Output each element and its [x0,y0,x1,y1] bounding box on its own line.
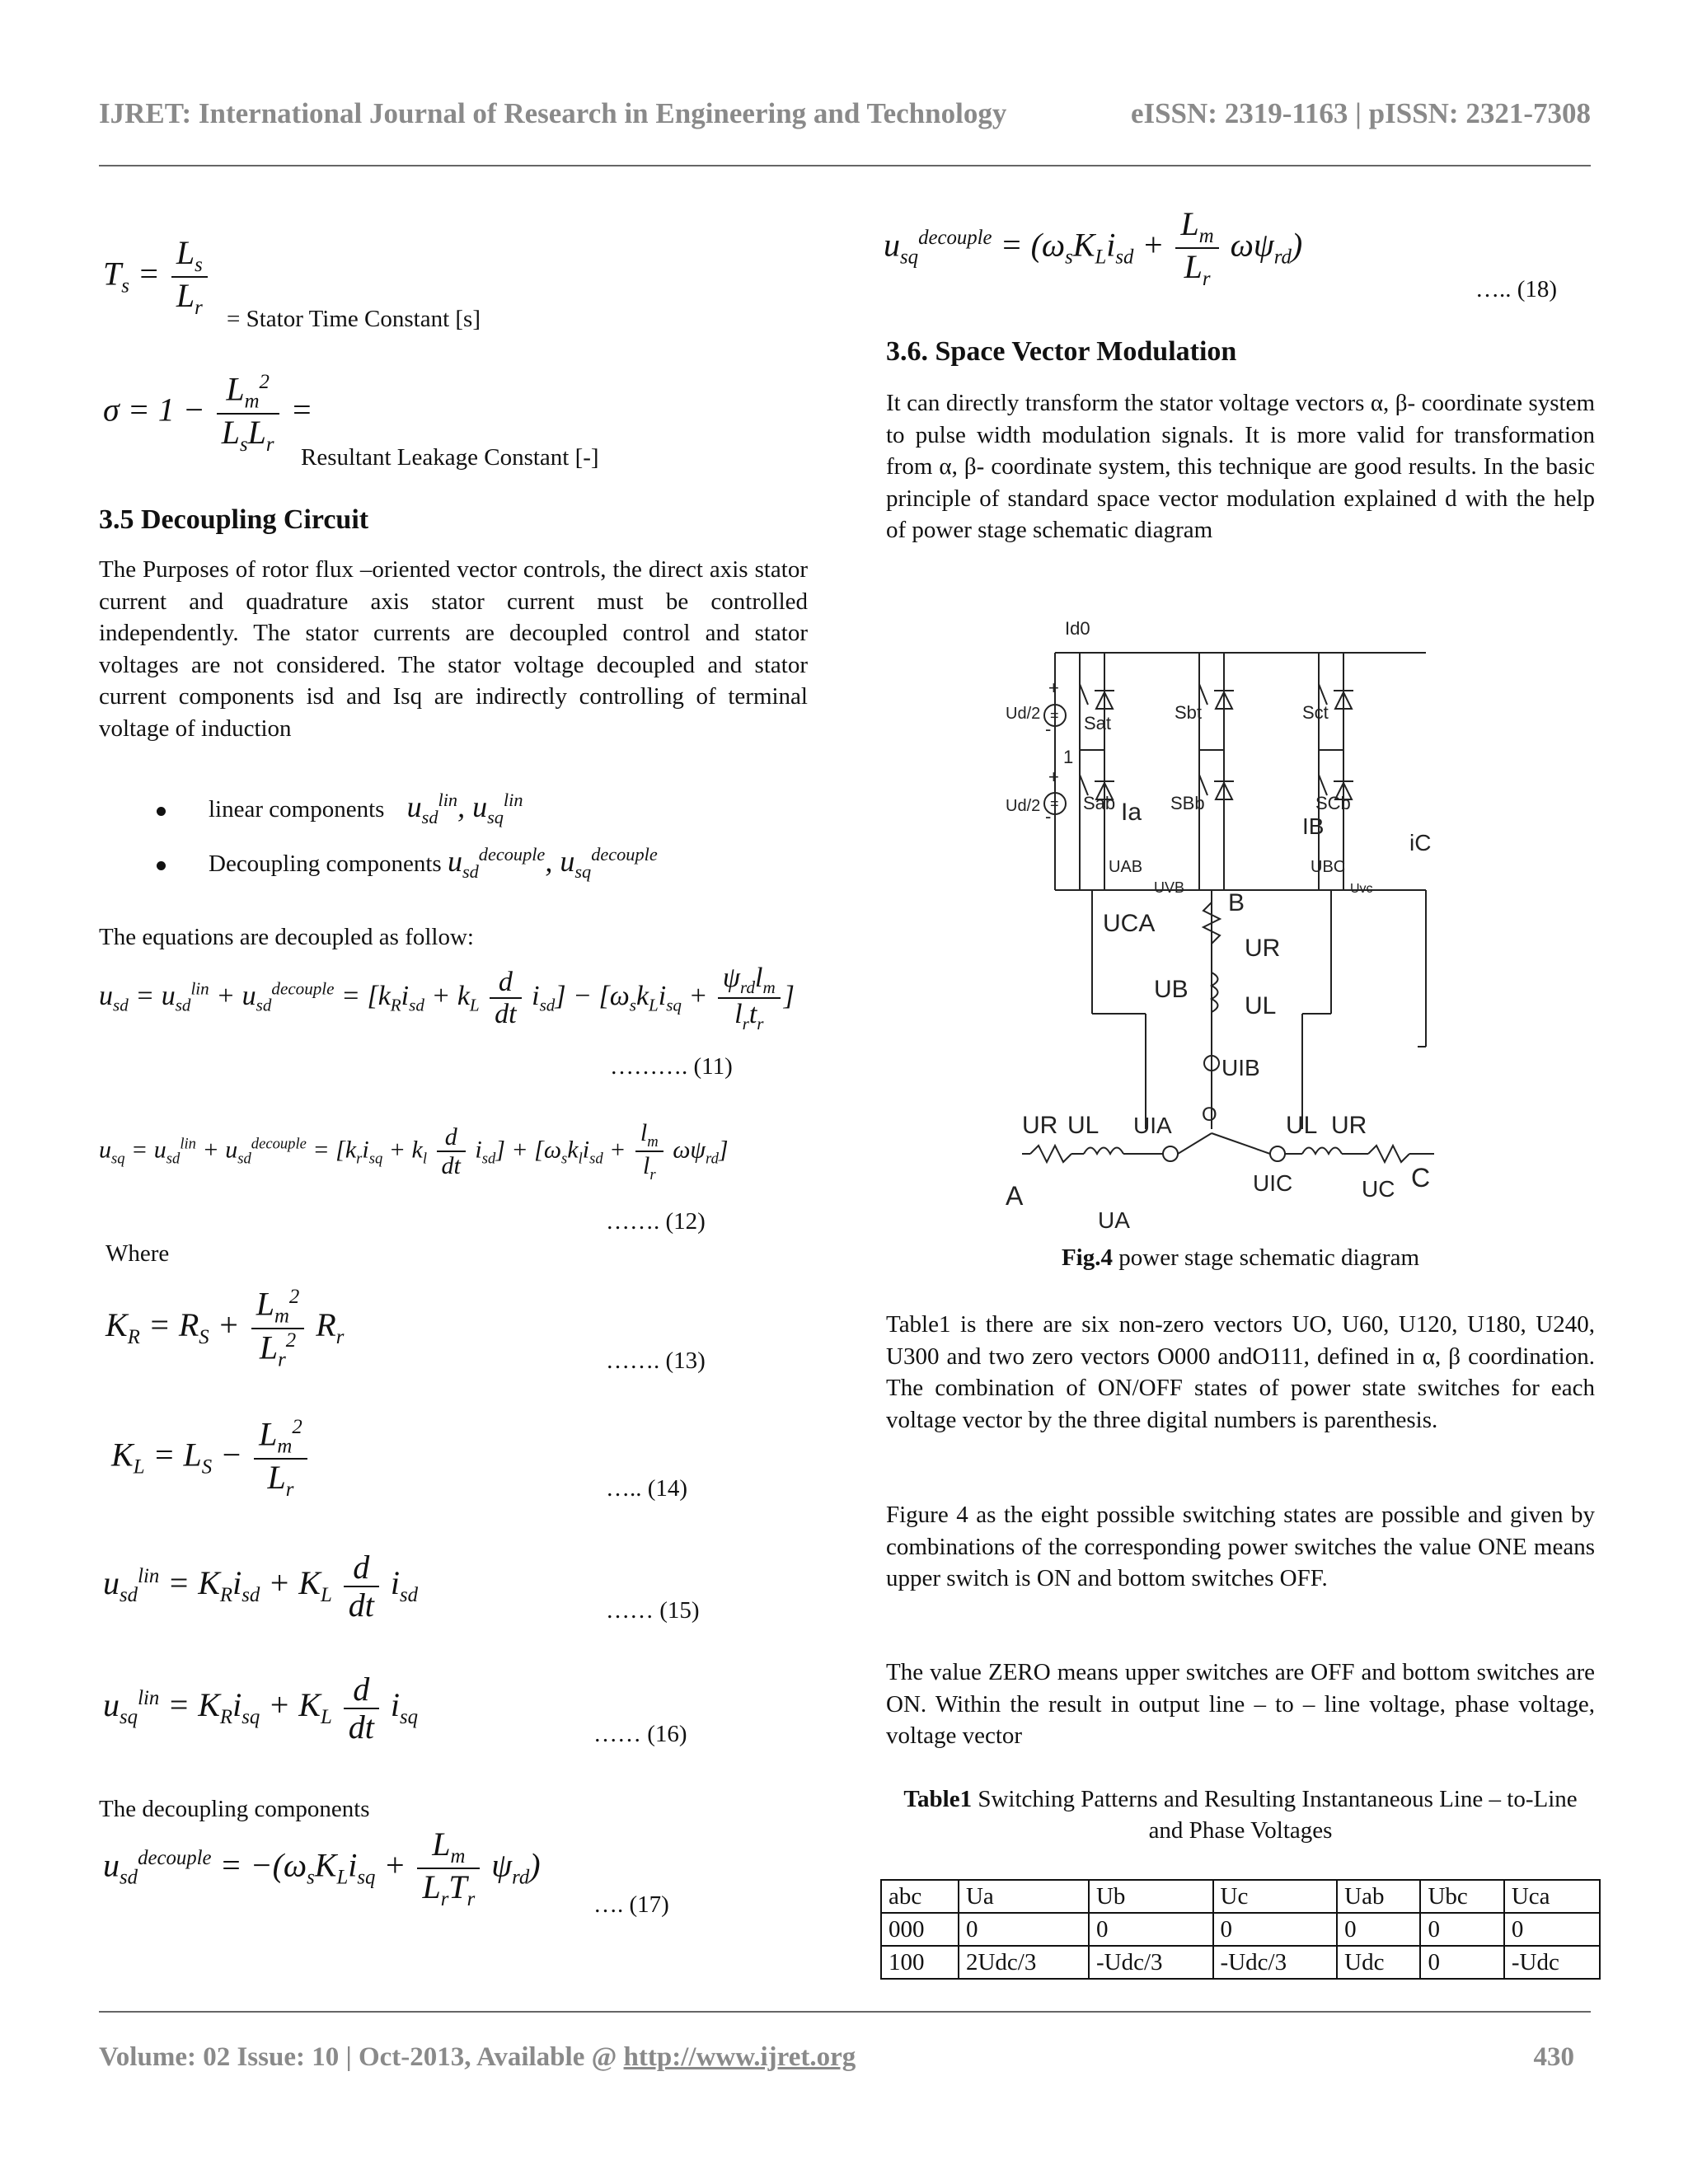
label-ul-a: UL [1067,1112,1100,1139]
equation-ts: $T_s$ = $\frac{L_s}{L_r}$ [103,235,211,320]
section-heading-3-6: 3.6. Space Vector Modulation [886,336,1237,367]
equation-kr: $K_R = R_S$ + $\frac{L_m^2}{L_r^2}$ $R_r$ [106,1285,345,1371]
table-cell: 2Udc/3 [959,1946,1089,1979]
equation-number-18: ….. (18) [1475,276,1558,302]
equation-sigma: σ = 1 − $\frac{L_m^2}{L_sL_r}$ = [103,370,313,456]
page-number: 430 [1533,2042,1574,2072]
label-sbb: SBb [1170,793,1205,813]
label-c: C [1411,1163,1431,1193]
table-caption [886,1783,1595,1846]
table-cell: 000 [881,1913,959,1946]
paragraph-switching-states: Figure 4 as the eight possible switching states are possible and given by combinations of the corresponding power switches the value ONE means upper switch is ON and bottom switches OFF. [886,1502,1595,1591]
bullet-dot [157,807,166,816]
label-id0: Id0 [1065,618,1090,639]
label-ua: UA [1098,1207,1130,1233]
equation-usq-lin: $u_{sq}^{lin} = K_Ri_{sq} + K_L$ $\frac{d}{dt}$ $i_{sq}$ [103,1671,419,1746]
label-scb: SCb [1315,793,1351,813]
label-uvb: UVB [1154,879,1185,896]
footer-link[interactable]: http://www.ijret.org [623,2042,856,2072]
table-cell: 0 [1213,1913,1338,1946]
label-one: 1 [1063,747,1074,767]
label-minus-top: - [1045,719,1052,739]
label-a: A [1006,1181,1024,1211]
bullet-linear-components: linear components $u_{sd}^{lin}$, $u_{sq}^{lin}$ [157,790,523,828]
table-header-cell: Ua [959,1880,1089,1913]
equation-number-17: …. (17) [593,1891,669,1918]
label-uc: UC [1362,1176,1395,1202]
label-uia: UIA [1133,1113,1172,1138]
label-ic: iC [1409,830,1432,855]
label-uab: UAB [1109,858,1143,876]
label-ur-b: UR [1245,935,1281,962]
equation-number-16: …… (16) [593,1721,687,1747]
issn: eISSN: 2319-1163 | pISSN: 2321-7308 [1130,97,1591,129]
switching-table [880,1879,1601,1980]
table-cell: 0 [1420,1946,1503,1979]
bullet-decoupling-label: Decoupling components [209,851,442,877]
journal-title: IJRET: International Journal of Research in Engineering and Technology [99,97,1007,129]
label-sab: Sab [1083,793,1116,813]
where-label: Where [106,1240,170,1267]
label-ur-c: UR [1331,1112,1367,1139]
equation-usd-lin: $u_{sd}^{lin} = K_Ri_{sd} + K_L$ $\frac{d}{dt}$ $i_{sd}$ [103,1549,419,1624]
label-b: B [1228,889,1245,916]
paragraph-table-intro: Table1 is there are six non-zero vectors UO, U60, U120, U180, U240, U300 and two zero vectors O000 andO111, defined in α, β coordination. The combination of ON/OFF states of power state switches for each voltage vector by the three digital numbers is parenthesis. [886,1311,1595,1433]
footer-rule [99,2011,1591,2013]
bullet-linear-label: linear components [209,796,385,823]
equation-kl: $K_L = L_S$ − $\frac{L_m^2}{L_r}$ [111,1416,311,1501]
equation-usd: $u_{sd} = u_{sd}^{lin} + u_{sd}^{decouple} = [k_Ri_{sd} + k_L$ $\frac{d}{dt}$ $i_{sd}] - [\omega_sk_Li_{sq}$ + $\frac{\psi_{rd}l_m}{l_rt_r}$ ] [99,963,795,1033]
label-minus-bottom: - [1045,806,1052,827]
table-header-cell: Ub [1089,1880,1213,1913]
table-cell: -Udc/3 [1213,1946,1338,1979]
table-cell: 0 [959,1913,1089,1946]
equation-usq: $u_{sq} = u_{sd}^{lin} + u_{sd}^{decouple} = [k_ri_{sq} + k_l$ $\frac{d}{dt}$ $i_{sd}] + [\omega_sk_li_{sd}$ + $\frac{l_m}{l_r}$ $\omega\psi_{rd}$] [99,1119,729,1184]
table-cell: 0 [1089,1913,1213,1946]
footer [99,2042,1574,2073]
equations-intro: The equations are decoupled as follow: [99,924,474,950]
footer-text: Volume: 02 Issue: 10 | Oct-2013, Available @ [99,2042,624,2072]
bullet-dot [157,861,166,870]
paragraph-decoupling: The Purposes of rotor flux –oriented vector controls, the direct axis stator current and quadrature axis stator current must be controlled independently. The stator currents are decoupled control and stator voltages are not considered. The stator voltage decoupled and stator current components isd and Isq are indirectly controlling of terminal voltage of induction [99,556,808,742]
table-cell: -Udc/3 [1089,1946,1213,1979]
table-header-cell: Uab [1337,1880,1420,1913]
label-sct: Sct [1302,702,1329,723]
label-plus-top: + [1048,677,1059,698]
paragraph-zero-value: The value ZERO means upper switches are OFF and bottom switches are ON. Within the result in output line – to – line voltage, phase voltage, voltage vector [886,1659,1595,1749]
equation-usq-decouple: $u_{sq}^{decouple} = (\omega_sK_Li_{sd}$ + $\frac{L_m}{L_r}$ $\omega\psi_{rd}$) [884,205,1303,291]
table-header-cell: Uc [1213,1880,1338,1913]
running-header [99,97,1591,130]
equation-number-15: …… (15) [606,1597,700,1624]
paragraph-svm: It can directly transform the stator voltage vectors α, β- coordinate system to pulse width modulation signals. It is more valid for transformation from α, β- coordinate system, this technique are good results. In the basic principle of standard space vector modulation explained d with the help of power stage schematic diagram [886,390,1595,543]
table-cell: 0 [1420,1913,1503,1946]
table-header-cell: abc [881,1880,959,1913]
table-cell: 0 [1504,1913,1600,1946]
table-cell: 100 [881,1946,959,1979]
equation-number-13: ……. (13) [606,1347,706,1374]
sigma-description: Resultant Leakage Constant [-] [301,444,599,471]
table-row [881,1913,1600,1946]
table-cell: -Udc [1504,1946,1600,1979]
header-rule [99,165,1591,166]
table-caption-label: Table1 [903,1786,973,1812]
label-uvc: Uvc [1350,882,1373,896]
label-uic: UIC [1253,1170,1293,1196]
label-ul-c: UL [1286,1112,1318,1139]
label-ul-b: UL [1245,992,1277,1019]
label-uib: UIB [1221,1055,1260,1080]
equation-number-11: ………. (11) [610,1053,733,1080]
figure-caption [886,1244,1595,1272]
table-header-cell: Uca [1504,1880,1600,1913]
label-o: O [1202,1104,1217,1126]
label-uca: UCA [1103,910,1156,937]
equation-number-12: ……. (12) [606,1208,706,1235]
label-eq-top: = [1050,707,1059,724]
label-ib: IB [1302,813,1325,839]
table-cell: Udc [1337,1946,1420,1979]
label-ur-a: UR [1022,1112,1058,1139]
table-caption-text: Switching Patterns and Resulting Instantaneous Line – to-Line and Phase Voltages [972,1786,1578,1844]
section-heading-3-5: 3.5 Decoupling Circuit [99,504,369,535]
label-ud2-top: Ud/2 [1006,705,1041,723]
ts-description: = Stator Time Constant [s] [227,306,481,332]
label-ia: Ia [1121,799,1142,826]
label-sat: Sat [1084,713,1112,733]
label-plus-bottom: + [1048,766,1059,787]
power-stage-schematic [1006,618,1451,1233]
bullet-decoupling-components: Decoupling components $u_{sd}^{decouple}$, $u_{sq}^{decouple}$ [157,844,658,883]
table-header-row [881,1880,1600,1913]
table-header-cell: Ubc [1420,1880,1503,1913]
label-ub: UB [1154,976,1189,1003]
label-ubc: UBC [1311,858,1346,876]
equation-usd-decouple: $u_{sd}^{decouple} = -(\omega_sK_Li_{sq}$ + $\frac{L_m}{L_rT_r}$ $\psi_{rd}$) [103,1825,541,1911]
label-sbt: Sbt [1175,702,1203,723]
figure-caption-text: power stage schematic diagram [1113,1244,1420,1271]
label-ud2-bottom: Ud/2 [1006,797,1041,815]
label-eq-bottom: = [1050,795,1059,812]
table-cell: 0 [1337,1913,1420,1946]
equation-number-14: ….. (14) [606,1475,688,1502]
figure-caption-label: Fig.4 [1061,1244,1113,1271]
decoupling-intro: The decoupling components [99,1796,370,1822]
table-row [881,1946,1600,1979]
